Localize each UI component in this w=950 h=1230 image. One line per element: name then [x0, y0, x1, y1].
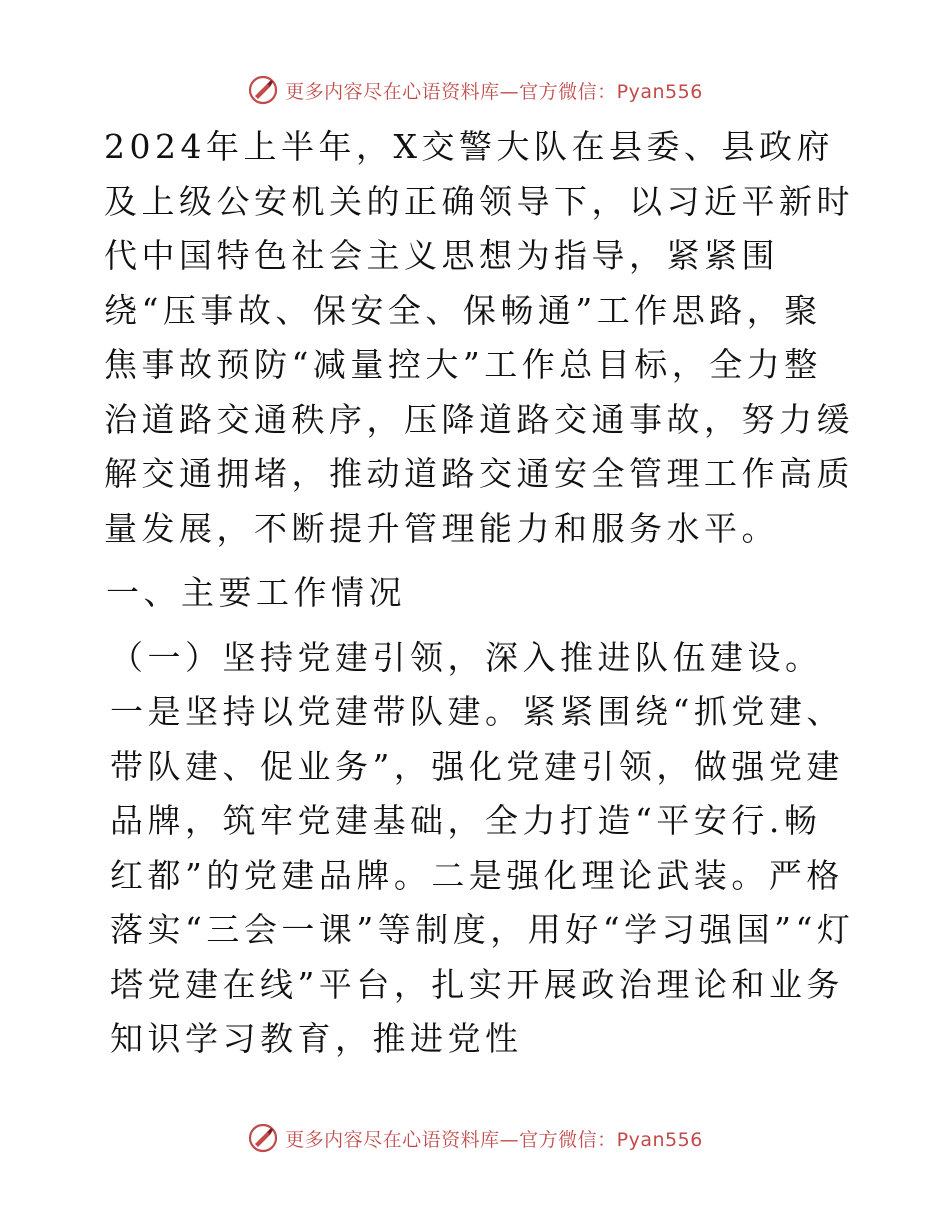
footer-watermark [0, 1116, 950, 1160]
section-heading: 一、主要工作情况 [106, 573, 406, 612]
intro-paragraph: 2024年上半年，X交警大队在县委、县政府及上级公安机关的正确领导下，以习近平新时代中国特色社会主义思想为指导，紧紧围绕“压事故、保安全、保畅通”工作思路，聚焦事故预防“减量控大”工作总目标，全力整治道路交通秩序，压降道路交通事故，努力缓解交通拥堵，推动道路交通安全管理工作高质量发展，不断提升管理能力和服务水平。 [104, 127, 854, 548]
pen-logo-icon [247, 1122, 279, 1154]
pen-logo-icon [247, 74, 279, 106]
section-paragraph: （一）坚持党建引领，深入推进队伍建设。一是坚持以党建带队建。紧紧围绕“抓党建、带队建、促业务”，强化党建引领，做强党建品牌，筑牢党建基础，全力打造“平安行.畅红都”的党建品牌。二是强化理论武装。严格落实“三会一课”等制度，用好“学习强国”“灯塔党建在线”平台，扎实开展政治理论和业务知识学习教育，推进党性 [110, 637, 855, 1058]
watermark-text: 更多内容尽在心语资料库—官方微信：Pyan556 [285, 80, 703, 103]
watermark-text: 更多内容尽在心语资料库—官方微信：Pyan556 [285, 1128, 703, 1151]
document-body [96, 120, 856, 1067]
header-watermark [0, 68, 950, 112]
